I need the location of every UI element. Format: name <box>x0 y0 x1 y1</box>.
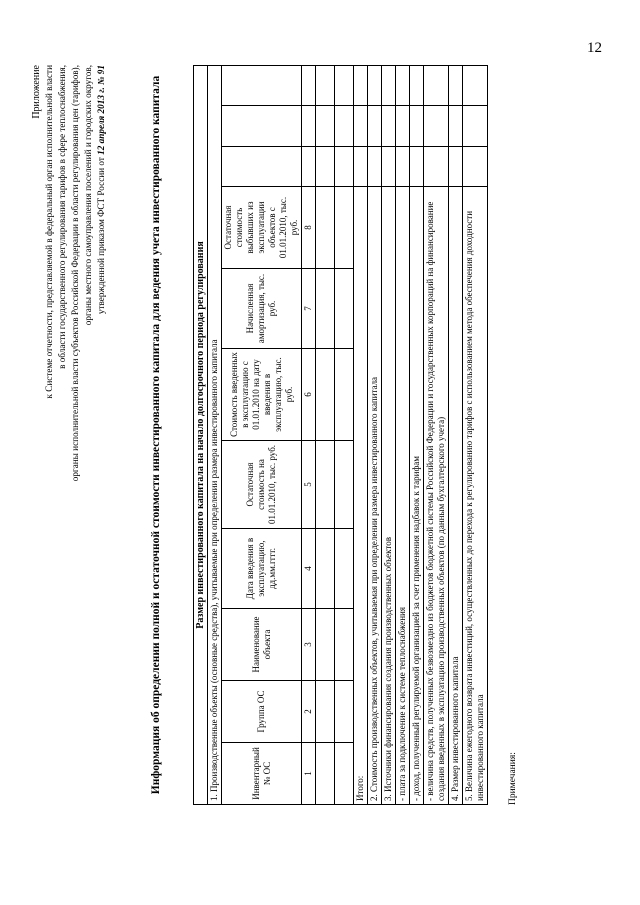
appendix-line: органы местного самоуправления поселений и городских округов, <box>83 65 93 326</box>
empty-cell <box>335 106 354 146</box>
empty-cell <box>316 146 335 186</box>
empty-cell <box>335 743 354 805</box>
document-title: Информация об определении полной и остаточной стоимости инвестированного капитала для ведения учета инвестированного капитала <box>150 75 162 795</box>
table-row-label: - величина средств, полученных безвозмездно из бюджетов бюджетной системы Российской Федерации и государственных корпораций на финансирование создания введенных в эксплуатацию производственных объектов (по данным бухгалтерского учета) <box>424 187 449 805</box>
rotated-page-content <box>18 25 578 845</box>
empty-cell <box>222 66 302 106</box>
empty-cell <box>316 349 335 441</box>
empty-cell <box>424 106 449 146</box>
approval-prefix: утвержденной приказом ФСТ России от <box>96 157 106 315</box>
empty-cell <box>463 66 488 106</box>
empty-cell <box>354 66 368 106</box>
empty-cell <box>368 146 382 186</box>
empty-cell <box>302 146 316 186</box>
column-header: Дата введения в эксплуатацию, дд.мм.гггг. <box>222 529 302 609</box>
empty-cell <box>335 269 354 349</box>
table-row-label: 5. Величина ежегодного возврата инвестиций, осуществленных до перехода к регулированию тарифов с использованием метода обеспечения доходности инвестированного капитала <box>463 187 488 805</box>
appendix-line: в области государственного регулирования тарифов в сфере теплоснабжения, <box>57 65 67 369</box>
empty-cell <box>396 106 410 146</box>
column-header: Начисленная амортизация, тыс. руб. <box>222 269 302 349</box>
empty-cell <box>424 146 449 186</box>
empty-cell <box>302 66 316 106</box>
empty-cell <box>463 146 488 186</box>
empty-cell <box>316 106 335 146</box>
column-number: 5 <box>302 441 316 529</box>
column-number: 7 <box>302 269 316 349</box>
column-number: 2 <box>302 681 316 743</box>
total-label: Итого: <box>354 187 368 805</box>
empty-cell <box>316 681 335 743</box>
empty-cell <box>316 66 335 106</box>
notes-label: Примечания: <box>508 752 518 805</box>
empty-cell <box>449 106 463 146</box>
empty-cell <box>316 269 335 349</box>
empty-cell <box>316 187 335 269</box>
empty-cell <box>316 609 335 681</box>
column-header: Стоимость введенных в эксплуатацию с 01.01.2010 на дату введения в эксплуатацию, тыс. руб. <box>222 349 302 441</box>
empty-cell <box>335 529 354 609</box>
column-header: Наименование объекта <box>222 609 302 681</box>
empty-cell <box>396 66 410 106</box>
empty-cell <box>316 441 335 529</box>
empty-cell <box>222 146 302 186</box>
empty-cell <box>410 106 424 146</box>
empty-cell <box>382 146 396 186</box>
appendix-block <box>30 65 108 535</box>
column-number: 3 <box>302 609 316 681</box>
empty-cell <box>410 66 424 106</box>
page-number: 12 <box>587 40 602 56</box>
empty-cell <box>335 66 354 106</box>
empty-cell <box>335 441 354 529</box>
column-header: Остаточная стоимость на 01.01.2010, тыс. руб. <box>222 441 302 529</box>
empty-cell <box>335 681 354 743</box>
empty-cell <box>316 743 335 805</box>
appendix-title: Приложение <box>31 65 42 119</box>
table-row-label: 4. Размер инвестированного капитала <box>449 187 463 805</box>
capital-table <box>193 65 488 805</box>
empty-cell <box>382 66 396 106</box>
column-number: 8 <box>302 187 316 269</box>
table-row-label: 2. Стоимость производственных объектов, учитываемая при определении размера инвестированного капитала <box>368 187 382 805</box>
empty-cell <box>316 529 335 609</box>
appendix-line: к Системе отчетности, представляемой в федеральный орган исполнительной власти <box>44 65 54 399</box>
empty-cell <box>449 146 463 186</box>
empty-cell <box>396 146 410 186</box>
column-number: 4 <box>302 529 316 609</box>
empty-cell <box>410 146 424 186</box>
table-row-label: - плата за подключение к системе теплоснабжения <box>396 187 410 805</box>
approval-date: 12 апреля 2013 г. № 91 <box>96 65 106 155</box>
column-number: 6 <box>302 349 316 441</box>
appendix-line: органы исполнительной власти субъектов Российской Федерации в области регулирования цен (тарифов), <box>70 65 80 482</box>
empty-cell <box>335 146 354 186</box>
column-header: Остаточная стоимость выбывших из эксплуатации объектов с 01.01.2010, тыс. руб. <box>222 187 302 269</box>
empty-cell <box>335 349 354 441</box>
table-header-title: Размер инвестированного капитала на начало долгосрочного периода регулирования <box>194 66 208 805</box>
empty-cell <box>354 106 368 146</box>
empty-cell <box>335 609 354 681</box>
column-number: 1 <box>302 743 316 805</box>
section-1-label: 1. Производственные объекты (основные средства), учитываемые при определении размера инвестированного капитала <box>208 66 222 805</box>
empty-cell <box>449 66 463 106</box>
appendix-approval <box>95 65 108 535</box>
table-row-label: - доход, полученный регулируемой организацией за счет применения надбавок к тарифам <box>410 187 424 805</box>
empty-cell <box>463 106 488 146</box>
column-header: Инвентарный № ОС <box>222 743 302 805</box>
empty-cell <box>302 106 316 146</box>
empty-cell <box>222 106 302 146</box>
table-row-label: 3. Источники финансирования создания производственных объектов <box>382 187 396 805</box>
empty-cell <box>368 106 382 146</box>
empty-cell <box>335 187 354 269</box>
empty-cell <box>382 106 396 146</box>
column-header: Группа ОС <box>222 681 302 743</box>
empty-cell <box>368 66 382 106</box>
empty-cell <box>424 66 449 106</box>
empty-cell <box>354 146 368 186</box>
